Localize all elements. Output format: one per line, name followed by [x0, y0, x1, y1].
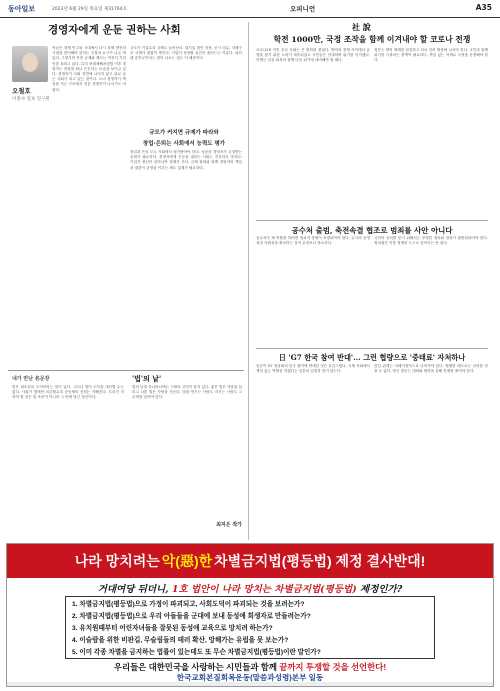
- column2-title[interactable]: '법'의 낱': [132, 374, 162, 383]
- ad-banner-post: 차별금지법(평등법) 제정 결사반대!: [214, 553, 426, 569]
- column-subhead-2: 창업·은퇴는 사회에서 능력도 평가: [142, 141, 226, 147]
- section-name: 오피니언: [290, 5, 316, 13]
- page-number: A35: [475, 3, 492, 12]
- column-body-part-1: 작년은 경제 민주화 시대에서 다시 경제 발전의 시대를 맞이해야 한다는 주장과 요구가 나온 바 있다. 그렇지만 각종 규제와 제도는 여전히 기업인을 옥죄고 있다. 특히 중대재해처벌법 이후 경영자는 현장을 떠나 은둔하는 모습을 보이고 있다. 경영자가 사회 전면에 나서지 않고 뒤로 숨는 사회가 되고 있는 것이다. 오너 경영자가 책임을 지는 구조에서 전문 경영인이 나서기도 어렵다.: [52, 46, 126, 92]
- ad-question-list: [65, 596, 435, 659]
- masthead: [0, 0, 500, 18]
- editorial-1-body-part-2: 정부는 방역 체계를 점검하고 의료 인력 확충에 나서야 한다. 국민과 함께 위기를 극복하는 정책이 필요하다. 책임 있는 자세로 국정을 운영해야 한다.: [374, 48, 488, 63]
- author-name: 오철호: [12, 87, 31, 95]
- column-article-2: [8, 370, 244, 540]
- advertisement: [6, 543, 494, 687]
- ad-sponsor-strip: [7, 682, 493, 686]
- ad-banner-highlight: 악(惡)한: [161, 553, 213, 569]
- ad-slogan-post: 제정인가?: [360, 584, 403, 595]
- column-title[interactable]: 경영자에게 운둔 권하는 사회: [48, 24, 181, 36]
- ad-question: 1. 차별금지법(평등법)으로 가정이 파괴되고, 사회도덕이 파괴되는 것을 보려는가?: [72, 601, 305, 608]
- ad-question: 3. 유치원때부터 어린자녀들을 잘못된 동성애 교육으로 망치려 하는가?: [72, 625, 273, 632]
- ad-slogan-highlight: 1호 법안이 나라 망치는 차별금지법(평등법): [171, 584, 357, 595]
- column-body-part-2: 규모가 커질수록 규제도 늘어난다. 대기업 집단 지정, 공시 의무, 지배구조 규제가 겹겹이 쌓인다. 기업이 성장할 유인이 줄어드는 이유다. 피터팬 증후군이라는 말이 나오는 것도 이 때문이다.: [130, 46, 242, 61]
- ad-question: 2. 차별금지법(평등법)으로 우리 아들들을 군대에 보내 동성애 희생자로 만들려는가?: [72, 613, 311, 620]
- ad-question: 4. 이슬람을 위한 비판길, 무슬림들의 테러 확산, 망해가는 유럽을 못 보는가?: [72, 637, 289, 644]
- editorial-2-body-part-2: 국민의 신뢰를 얻기 위해서는 투명한 절차와 결과가 뒷받침되어야 한다. 정치권은 이를 정쟁의 도구로 삼아서는 안 된다.: [374, 236, 488, 246]
- editorial-3-title[interactable]: 日 'G7 한국 참여 반대'... 그런 협량으로 '중태료' 자처하나: [256, 348, 488, 363]
- editorial-2-body-part-1: 공수처가 제 역할을 하려면 정치적 중립이 보장되어야 한다. 수사의 공정성과 독립성을 확보하는 것이 무엇보다 중요하다.: [256, 236, 370, 246]
- editorial-label: 社 說: [352, 22, 371, 32]
- ad-slogan-pre: 거대여당 뒤더니,: [97, 584, 169, 595]
- editorial-3-body-part-2: 한일 관계는 미래지향적으로 나아가야 한다. 협량한 태도로는 신뢰를 얻을 수 없다. 양국 정부는 대화와 협력을 통해 문제를 풀어야 한다.: [374, 364, 488, 374]
- ad-question: 5. 이미 각종 차별을 금지하는 법률이 있는데도 또 무슨 차별금지법(평등법)이란 말인가?: [72, 649, 321, 656]
- author-photo: [12, 46, 48, 82]
- ad-slogan: [7, 581, 493, 595]
- column2-signature: 최지은 작가: [216, 522, 242, 528]
- editorial-1-body-part-1: 코로나19 이후 우리 사회는 큰 변화를 겪었다. 방역과 경제 사이에서 균형을 찾기 위한 노력이 계속되었고 국민들은 인내하며 위기를 이겨냈다. 이제는 일상 회복과 함께 다음 위기에 대비해야 할 때다.: [256, 48, 370, 63]
- column-subhead-1: 규모가 커지면 규제가 따라와: [149, 130, 219, 136]
- editorial-3-body-part-1: 일본이 G7 정상회의 한국 참여에 반대한 것은 유감스럽다. 국제 사회에서 책임 있는 역할을 하겠다는 일본의 입장과 맞지 않는다.: [256, 364, 370, 374]
- column-divider: [248, 22, 249, 540]
- issue-date: 2023년 6월 29일 목요일 제31764호: [52, 7, 127, 12]
- ad-organization: 한국교회본질회복운동(말씀과성령)본부 일동: [176, 673, 324, 682]
- ad-call-pre: 우리들은 대한민국을 사랑하는 시민들과 함께: [113, 662, 277, 672]
- editorial-1-title[interactable]: 학전 1000만, 국정 조작을 함께 이겨내야 할 코로나 전쟁: [273, 35, 471, 44]
- author-role: 이종사 일보 연구원: [12, 97, 50, 102]
- column2-body-part-1: 법은 최소한의 도덕이라는 말이 있다. 그러나 법이 도덕을 대신할 수는 없다. 사회가 법에만 의존할수록 공동체의 신뢰는 약해진다. 우리가 지켜야 할 것은 법 조문이 아니라 그 안에 담긴 정신이다.: [12, 385, 124, 400]
- column-kicker: 내가 만난 名문장: [12, 376, 50, 382]
- newspaper-brand[interactable]: 동아일보: [8, 5, 36, 13]
- ad-call-highlight: 끝까지 투쟁할 것을 선언한다!: [279, 662, 387, 672]
- ad-banner-pre: 나라 망치려는: [74, 553, 160, 569]
- editorial-2-title[interactable]: 공수처 출범, 축전속결 협조로 범죄를 사안 아니다: [256, 220, 488, 236]
- ad-banner: [7, 544, 493, 578]
- column-article-1: [8, 22, 244, 367]
- column-body-part-3: 창업과 은퇴 모두 사회에서 평가받아야 한다. 성공한 경영자가 존경받는 문화가 필요하다. 경영자에게 은둔을 권하는 사회는 건강하지 못하다. 기업가 정신이 살아나야 경제가 산다. 규제 완화와 함께 경영자의 책임과 권한이 균형을 이루는 제도 설계가 필요하다.: [130, 150, 242, 170]
- column2-body-part-2: 법의 낱말 하나하나에는 시대의 고민이 담겨 있다. 좋은 법은 사람을 살리고 나쁜 법은 사람을 가둔다. 법을 만드는 사람도 지키는 사람도 그 무게를 알아야 한다.: [132, 385, 242, 400]
